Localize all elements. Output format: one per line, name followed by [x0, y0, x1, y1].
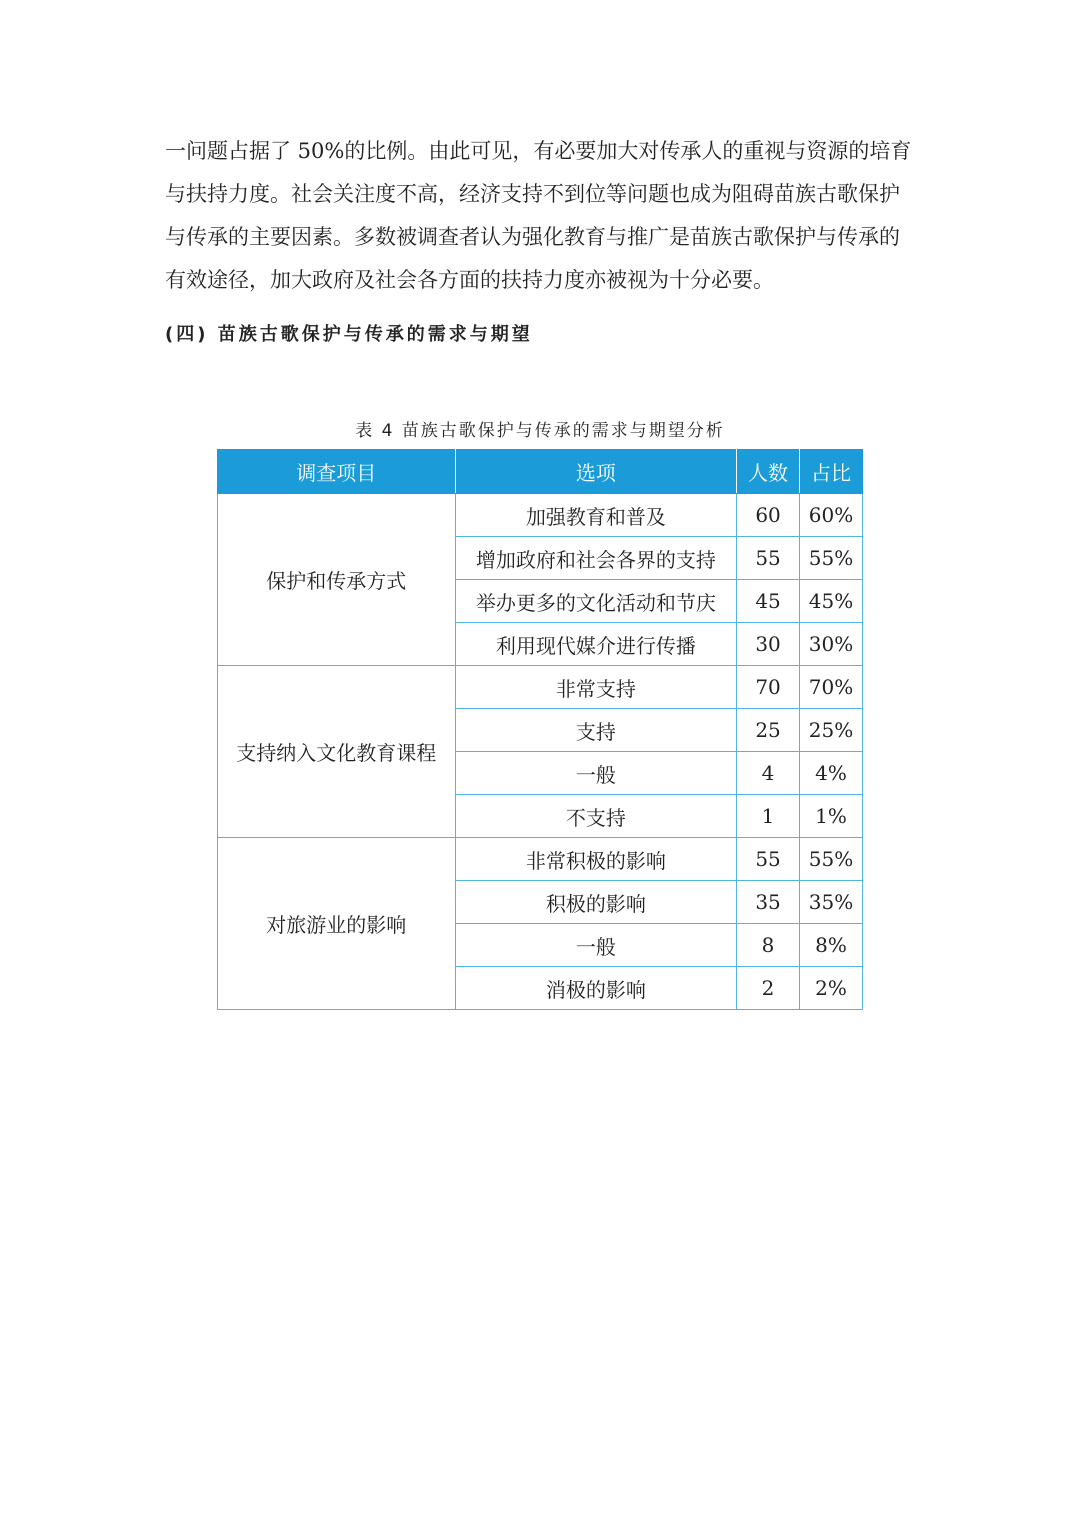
ratio-cell: 60% [800, 494, 863, 537]
paragraph-line: 与扶持力度。社会关注度不高，经济支持不到位等问题也成为阻碍苗族古歌保护 [165, 182, 900, 206]
section-heading: (四) 苗族古歌保护与传承的需求与期望 [165, 324, 533, 345]
option-cell: 利用现代媒介进行传播 [455, 623, 737, 666]
option-cell: 支持 [455, 709, 737, 752]
ratio-cell: 8% [800, 924, 863, 967]
group-item-label: 保护和传承方式 [218, 494, 456, 666]
option-cell: 加强教育和普及 [455, 494, 737, 537]
option-cell: 非常积极的影响 [455, 838, 737, 881]
group-item-label: 支持纳入文化教育课程 [218, 666, 456, 838]
count-cell: 30 [737, 623, 800, 666]
body-paragraph [165, 130, 917, 302]
ratio-cell: 1% [800, 795, 863, 838]
count-cell: 4 [737, 752, 800, 795]
count-cell: 45 [737, 580, 800, 623]
header-count: 人数 [737, 450, 800, 494]
option-cell: 增加政府和社会各界的支持 [455, 537, 737, 580]
table-header-row [218, 450, 863, 494]
count-cell: 1 [737, 795, 800, 838]
paragraph-line: 与传承的主要因素。多数被调查者认为强化教育与推广是苗族古歌保护与传承的 [165, 225, 900, 249]
count-cell: 60 [737, 494, 800, 537]
demand-expectation-table [217, 449, 863, 1010]
count-cell: 25 [737, 709, 800, 752]
ratio-cell: 35% [800, 881, 863, 924]
count-cell: 55 [737, 537, 800, 580]
ratio-cell: 55% [800, 838, 863, 881]
option-cell: 非常支持 [455, 666, 737, 709]
ratio-cell: 25% [800, 709, 863, 752]
count-cell: 8 [737, 924, 800, 967]
count-cell: 55 [737, 838, 800, 881]
table-row [218, 666, 863, 709]
paragraph-line: 有效途径，加大政府及社会各方面的扶持力度亦被视为十分必要。 [165, 268, 774, 292]
ratio-cell: 70% [800, 666, 863, 709]
ratio-cell: 4% [800, 752, 863, 795]
paragraph-line: 一问题占据了 50%的比例。由此可见，有必要加大对传承人的重视与资源的培育 [165, 139, 912, 163]
option-cell: 一般 [455, 924, 737, 967]
ratio-cell: 55% [800, 537, 863, 580]
option-cell: 消极的影响 [455, 967, 737, 1010]
option-cell: 举办更多的文化活动和节庆 [455, 580, 737, 623]
option-cell: 积极的影响 [455, 881, 737, 924]
header-ratio: 占比 [800, 450, 863, 494]
table-row [218, 838, 863, 881]
group-item-label: 对旅游业的影响 [218, 838, 456, 1010]
header-item: 调查项目 [218, 450, 456, 494]
ratio-cell: 45% [800, 580, 863, 623]
header-option: 选项 [455, 450, 737, 494]
ratio-cell: 30% [800, 623, 863, 666]
option-cell: 一般 [455, 752, 737, 795]
count-cell: 2 [737, 967, 800, 1010]
count-cell: 35 [737, 881, 800, 924]
option-cell: 不支持 [455, 795, 737, 838]
count-cell: 70 [737, 666, 800, 709]
ratio-cell: 2% [800, 967, 863, 1010]
table-caption: 表 4 苗族古歌保护与传承的需求与期望分析 [355, 421, 725, 441]
table-row [218, 494, 863, 537]
